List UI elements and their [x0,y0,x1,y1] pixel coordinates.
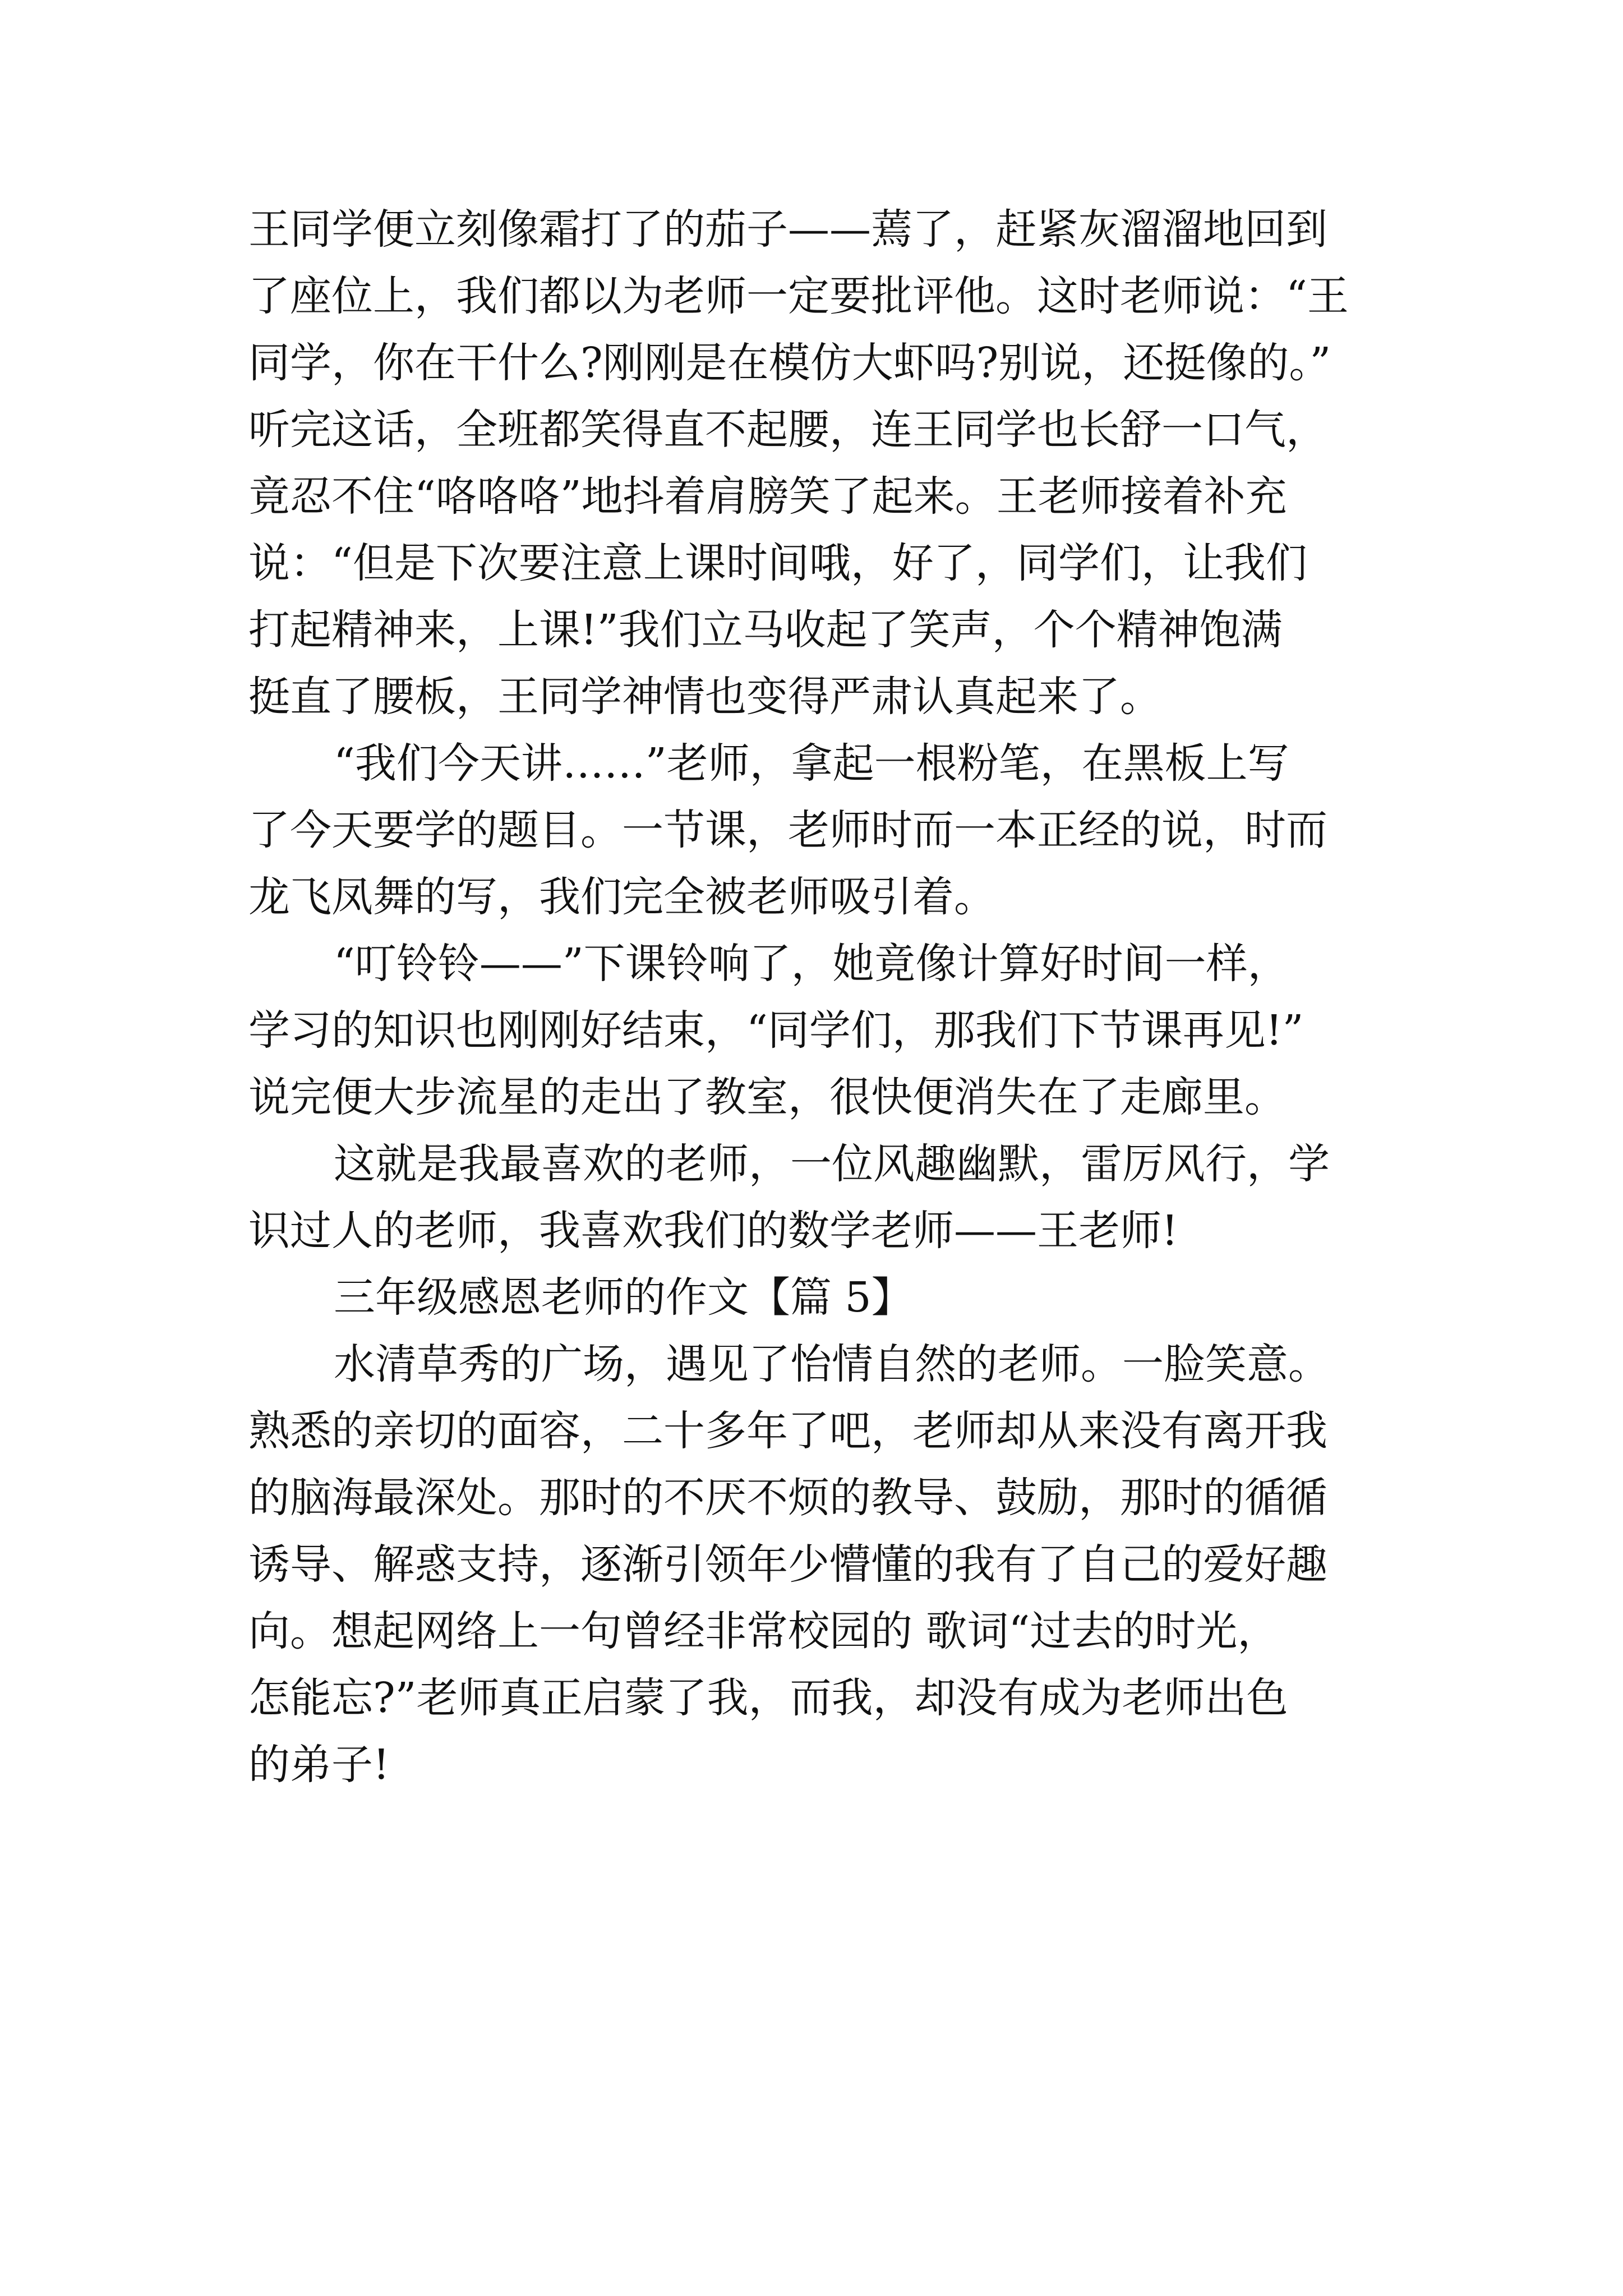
text-line: 熟悉的亲切的面容，二十多年了吧，老师却从来没有离开我 [248,1407,1327,1455]
text-line: 学习的知识也刚刚好结束，“同学们，那我们下节课再见!” [248,1006,1304,1055]
text-line: 怎能忘?”老师真正启蒙了我，而我，却没有成为老师出色 [248,1674,1288,1722]
text-line: 竟忍不住“咯咯咯”地抖着肩膀笑了起来。王老师接着补充 [248,472,1287,521]
text-line: 诱导、解惑支持，逐渐引领年少懵懂的我有了自己的爱好趣 [248,1540,1327,1589]
text-line: 说：“但是下次要注意上课时间哦，好了，同学们，让我们 [248,539,1307,587]
text-line: 了座位上，我们都以为老师一定要批评他。这时老师说：“王 [248,272,1349,320]
paragraph-start-line: 水清草秀的广场，遇见了怡情自然的老师。一脸笑意。 [334,1340,1330,1388]
text-line: 识过人的老师，我喜欢我们的数学老师——王老师! [248,1207,1178,1255]
document-body [248,196,1370,1798]
paragraph-start-line: “叮铃铃——”下课铃响了，她竟像计算好时间一样， [334,940,1289,988]
section-heading: 三年级感恩老师的作文【篇 5】 [334,1273,913,1322]
text-line: 的弟子! [248,1741,390,1789]
text-line: 听完这话，全班都笑得直不起腰，连王同学也长舒一口气， [248,406,1327,454]
paragraph-start-line: “我们今天讲……”老师，拿起一根粉笔，在黑板上写 [334,739,1289,788]
text-line: 龙飞凤舞的写，我们完全被老师吸引着。 [248,873,995,921]
text-line: 了今天要学的题目。一节课，老师时而一本正经的说，时而 [248,806,1327,854]
text-line: 同学，你在干什么?刚刚是在模仿大虾吗?别说，还挺像的。” [248,339,1331,387]
text-line: 挺直了腰板，王同学神情也变得严肃认真起来了。 [248,673,1161,721]
text-line: 王同学便立刻像霜打了的茄子——蔫了，赶紧灰溜溜地回到 [248,205,1327,254]
text-line: 向。想起网络上一句曾经非常校园的 歌词“过去的时光， [248,1607,1279,1655]
text-line: 说完便大步流星的走出了教室，很快便消失在了走廊里。 [248,1073,1286,1121]
paragraph-start-line: 这就是我最喜欢的老师，一位风趣幽默，雷厉风行，学 [334,1140,1330,1188]
text-line: 的脑海最深处。那时的不厌不烦的教导、鼓励，那时的循循 [248,1474,1327,1522]
text-line: 打起精神来，上课!”我们立马收起了笑声，个个精神饱满 [248,606,1283,654]
